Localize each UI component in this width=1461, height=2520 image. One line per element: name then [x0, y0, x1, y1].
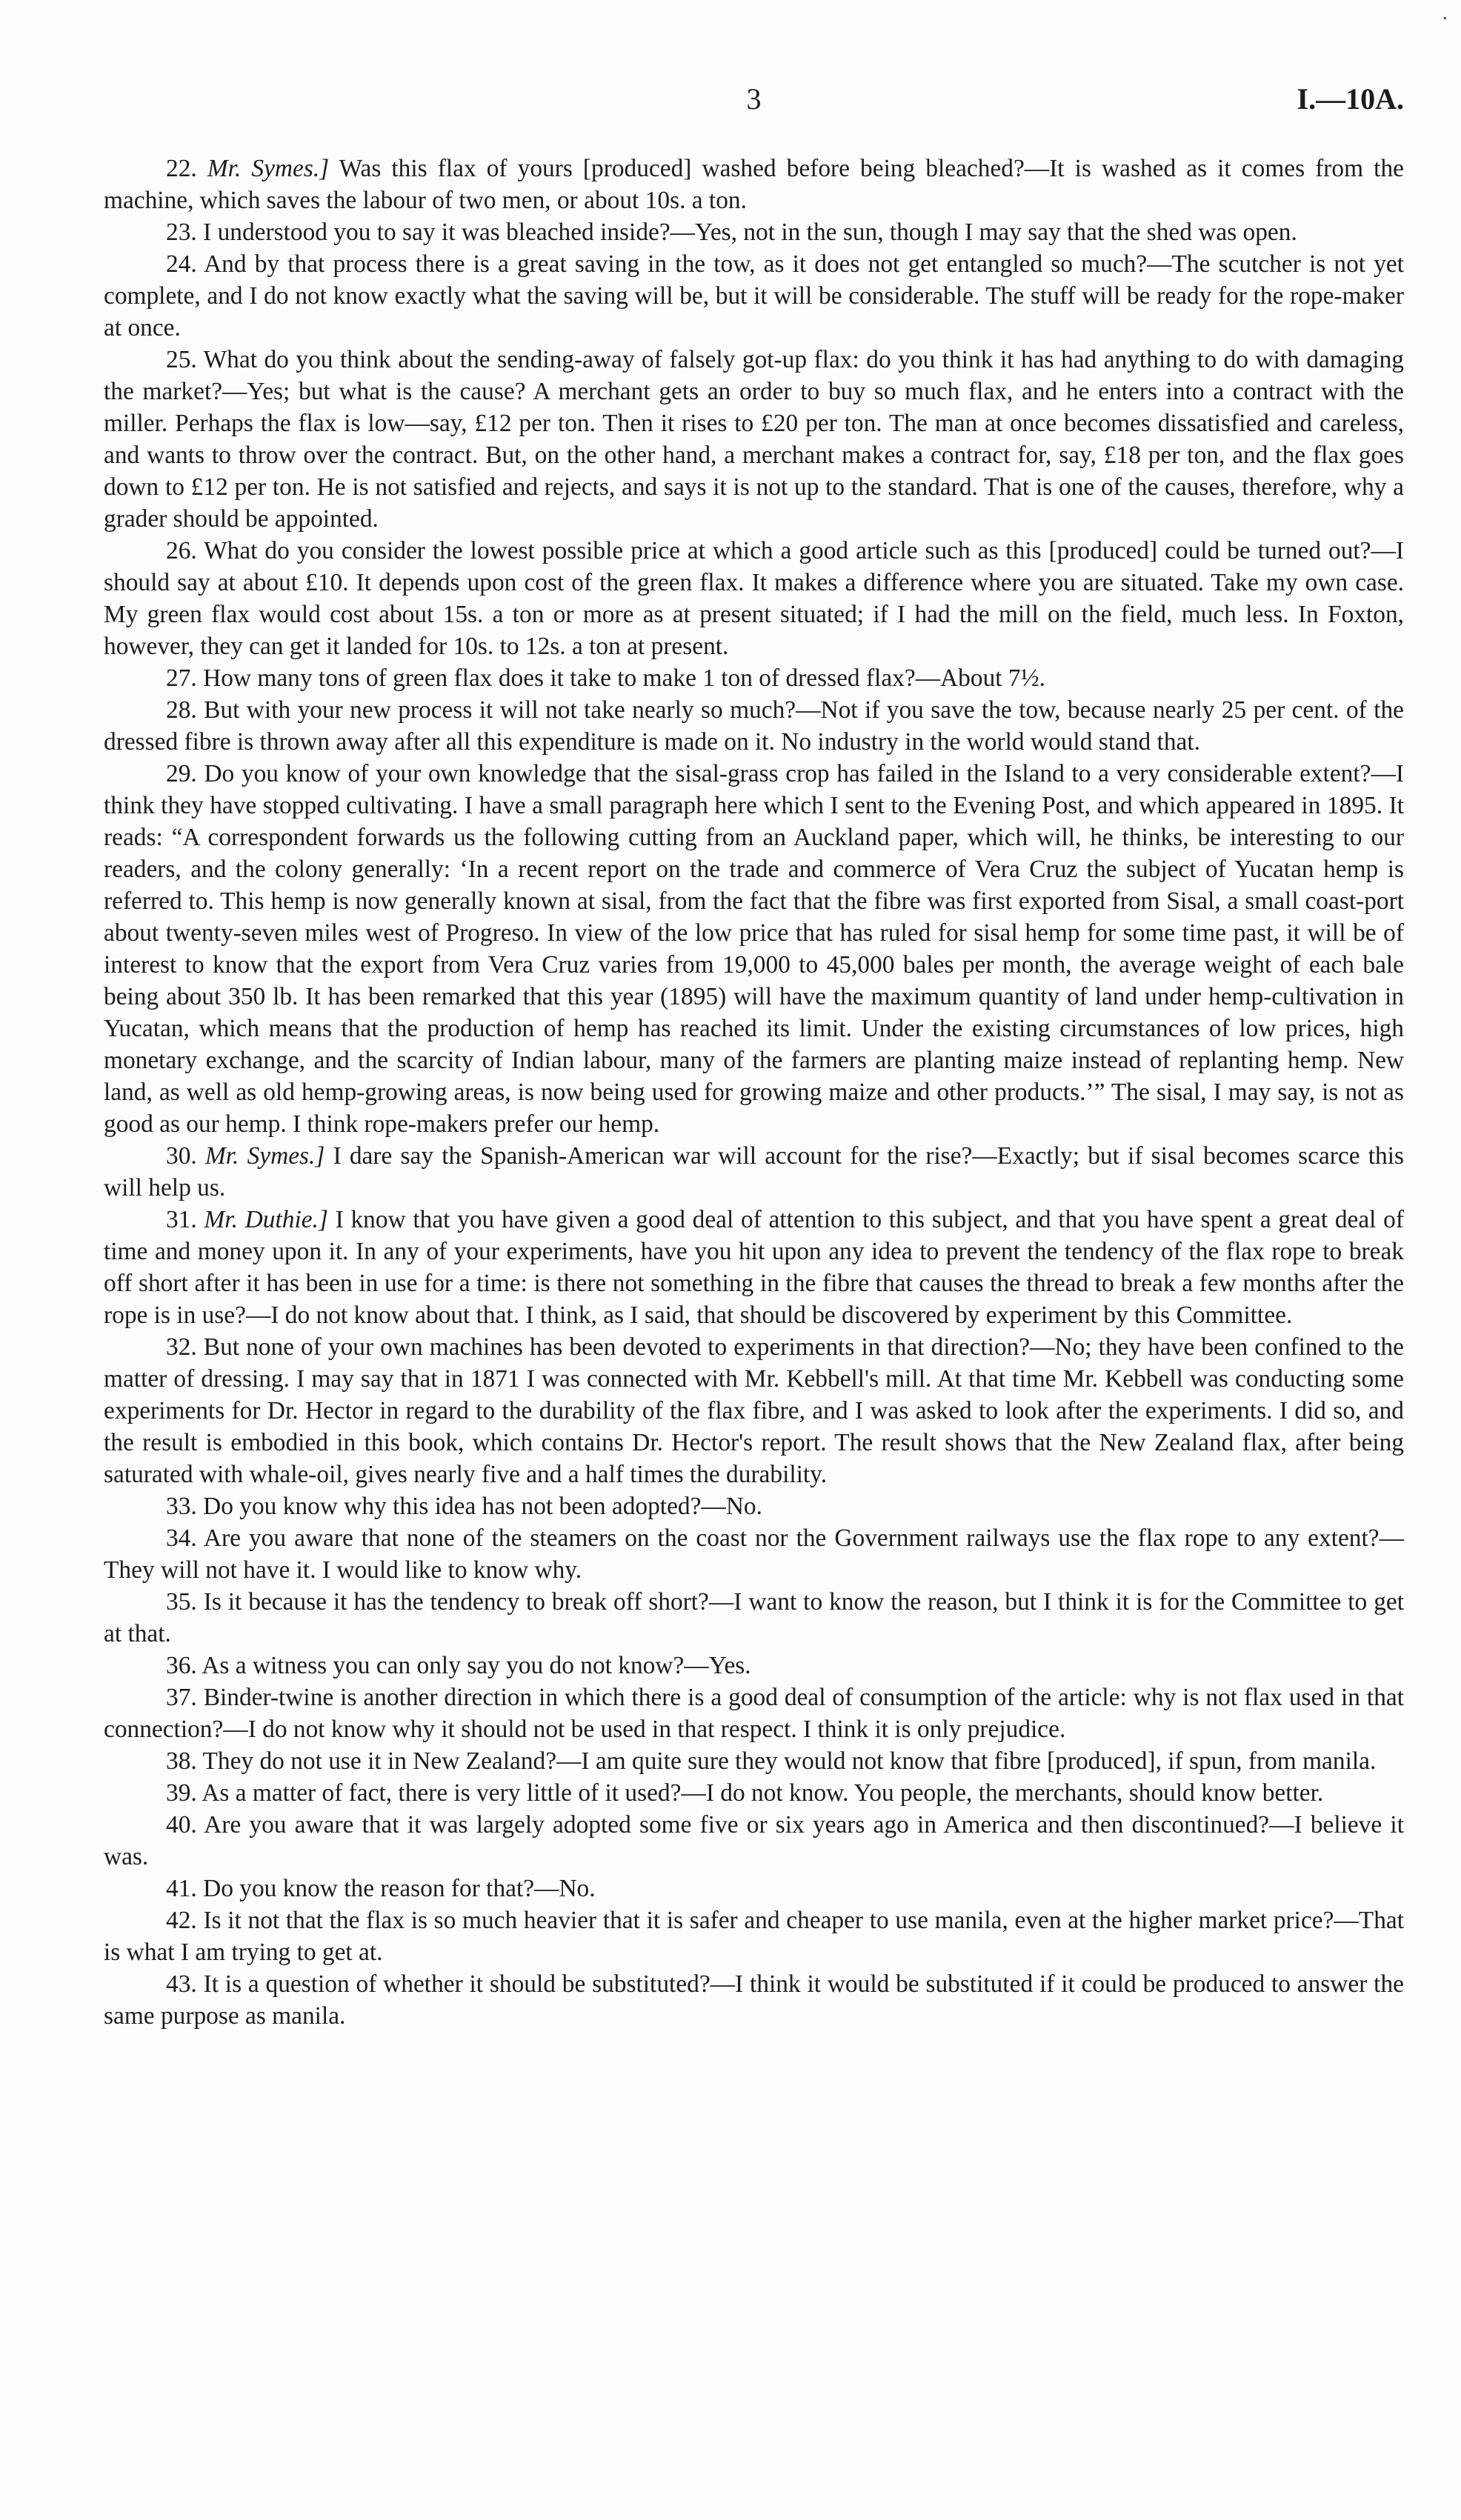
evidence-body [104, 153, 1404, 2032]
qa-paragraph [104, 1873, 1404, 1904]
question-number: 25. [166, 346, 197, 373]
qa-paragraph [104, 535, 1404, 662]
question-number: 33. [166, 1493, 197, 1520]
page-number: 3 [746, 82, 762, 116]
qa-paragraph [104, 1650, 1404, 1681]
corner-mark: . [1442, 0, 1448, 24]
question-number: 29. [166, 760, 197, 787]
question-number: 30. [166, 1142, 197, 1170]
qa-paragraph [104, 216, 1404, 248]
question-number: 41. [166, 1875, 197, 1902]
qa-paragraph [104, 344, 1404, 535]
question-answer-text: Is it not that the flax is so much heavier that it is safer and cheaper to use manila, even at the higher market price?—That is what I am trying to get at. [104, 1907, 1404, 1966]
question-number: 27. [166, 664, 197, 692]
qa-paragraph [104, 1904, 1404, 1968]
question-answer-text: What do you consider the lowest possible price at which a good article such as this [produced] could be turned out?—I should say at about £10. It depends upon cost of the green flax. It makes a difference where you are situated. Take my own case. My green flax would cost about 15s. a ton or more as at present situated; if I had the mill on the field, much less. In Foxton, however, they can get it landed for 10s. to 12s. a ton at present. [104, 537, 1404, 660]
qa-paragraph [104, 1522, 1404, 1586]
question-number: 35. [166, 1588, 197, 1616]
question-answer-text: And by that process there is a great saving in the tow, as it does not get entangled so much?—The scutcher is not yet complete, and I do not know exactly what the saving will be, but it will be considerable. The stuff will be ready for the rope-maker at once. [104, 250, 1404, 341]
qa-paragraph [104, 1331, 1404, 1490]
qa-paragraph [104, 1681, 1404, 1745]
qa-paragraph [104, 1140, 1404, 1204]
question-answer-text: Was this flax of yours [produced] washed before being bleached?—It is washed as it comes from the machine, which saves the labour of two men, or about 10s. a ton. [104, 155, 1404, 214]
qa-paragraph [104, 694, 1404, 758]
speaker-name: Mr. Symes.] [204, 1142, 325, 1170]
question-number: 36. [166, 1652, 197, 1679]
qa-paragraph [104, 662, 1404, 694]
speaker-name: Mr. Duthie.] [204, 1206, 328, 1233]
question-number: 32. [166, 1333, 197, 1361]
question-answer-text: They do not use it in New Zealand?—I am quite sure they would not know that fibre [produced], if spun, from manila. [202, 1747, 1377, 1775]
speaker-name: Mr. Symes.] [207, 155, 330, 182]
qa-paragraph [104, 1777, 1404, 1809]
question-answer-text: As a matter of fact, there is very little of it used?—I do not know. You people, the merchants, should know better. [202, 1779, 1324, 1807]
qa-paragraph [104, 153, 1404, 216]
qa-paragraph [104, 1490, 1404, 1522]
question-number: 40. [166, 1811, 197, 1839]
qa-paragraph [104, 1809, 1404, 1873]
question-answer-text: But none of your own machines has been devoted to experiments in that direction?—No; they have been confined to the matter of dressing. I may say that in 1871 I was connected with Mr. Kebbell's mill. At that time Mr. Kebbell was conducting some experiments for Dr. Hector in regard to the durability of the flax fibre, and I was asked to look after the experiments. I did so, and the result is embodied in this book, which contains Dr. Hector's report. The result shows that the New Zealand flax, after being saturated with whale-oil, gives nearly five and a half times the durability. [104, 1333, 1404, 1488]
question-answer-text: But with your new process it will not take nearly so much?—Not if you save the tow, because nearly 25 per cent. of the dressed fibre is thrown away after all this expenditure is made on it. No industry in the world would stand that. [104, 696, 1404, 756]
question-number: 34. [166, 1524, 197, 1552]
page-header [104, 81, 1404, 126]
question-answer-text: How many tons of green flax does it take to make 1 ton of dressed flax?—About 7½. [203, 664, 1045, 692]
document-reference: I.—10A. [1297, 82, 1404, 116]
question-answer-text: I know that you have given a good deal of attention to this subject, and that you have spent a great deal of time and money upon it. In any of your experiments, have you hit upon any idea to prevent the tendency of the flax rope to break off short after it has been in use for a time: is there not something in the fibre that causes the thread to break a few months after the rope is in use?—I do not know about that. I think, as I said, that should be discovered by experiment by this Committee. [104, 1206, 1404, 1329]
question-answer-text: Are you aware that none of the steamers on the coast nor the Government railways use the flax rope to any extent?—They will not have it. I would like to know why. [104, 1524, 1404, 1584]
question-answer-text: It is a question of whether it should be substituted?—I think it would be substituted if it could be produced to answer the same purpose as manila. [104, 1970, 1404, 2030]
question-answer-text: I understood you to say it was bleached inside?—Yes, not in the sun, though I may say that the shed was open. [203, 219, 1297, 246]
question-answer-text: I dare say the Spanish-American war will account for the rise?—Exactly; but if sisal becomes scarce this will help us. [104, 1142, 1404, 1201]
question-answer-text: As a witness you can only say you do not know?—Yes. [202, 1652, 751, 1679]
question-number: 38. [166, 1747, 197, 1775]
qa-paragraph [104, 1204, 1404, 1331]
qa-paragraph [104, 758, 1404, 1140]
qa-paragraph [104, 1586, 1404, 1650]
question-answer-text: Are you aware that it was largely adopted some five or six years ago in America and then discontinued?—I believe it was. [104, 1811, 1404, 1870]
question-number: 28. [166, 696, 197, 724]
question-number: 24. [166, 250, 197, 278]
question-number: 23. [166, 219, 197, 246]
qa-paragraph [104, 248, 1404, 344]
question-number: 43. [166, 1970, 197, 1998]
question-answer-text: Do you know why this idea has not been adopted?—No. [203, 1493, 762, 1520]
question-answer-text: Is it because it has the tendency to break off short?—I want to know the reason, but I think it is for the Committee to get at that. [104, 1588, 1404, 1647]
question-number: 26. [166, 537, 197, 564]
qa-paragraph [104, 1968, 1404, 2032]
question-answer-text: Do you know the reason for that?—No. [203, 1875, 596, 1902]
question-answer-text: Binder-twine is another direction in which there is a good deal of consumption of the article: why is not flax used in that connection?—I do not know why it should not be used in that respect. I think it is only prejudice. [104, 1684, 1404, 1743]
question-answer-text: Do you know of your own knowledge that the sisal-grass crop has failed in the Island to a very considerable extent?—I think they have stopped cultivating. I have a small paragraph here which I sent to the Evening Post, and which appeared in 1895. It reads: “A correspondent forwards us the following cutting from an Auckland paper, which will, he thinks, be interesting to our readers, and the colony generally: ‘In a recent report on the trade and commerce of Vera Cruz the subject of Yucatan hemp is referred to. This hemp is now generally known at sisal, from the fact that the fibre was first exported from Sisal, a small coast-port about twenty-seven miles west of Progreso. In view of the low price that has ruled for sisal hemp for some time past, it will be of interest to know that the export from Vera Cruz varies from 19,000 to 45,000 bales per month, the average weight of each bale being about 350 lb. It has been remarked that this year (1895) will have the maximum quantity of land under hemp-cultivation in Yucatan, which means that the production of hemp has reached its limit. Under the existing circumstances of low prices, high monetary exchange, and the scarcity of Indian labour, many of the farmers are planting maize instead of replanting hemp. New land, as well as old hemp-growing areas, is now being used for growing maize and other products.’” The sisal, I may say, is not as good as our hemp. I think rope-makers prefer our hemp. [104, 760, 1404, 1138]
question-number: 39. [166, 1779, 197, 1807]
question-number: 22. [166, 155, 197, 182]
question-number: 37. [166, 1684, 197, 1711]
question-number: 42. [166, 1907, 197, 1934]
qa-paragraph [104, 1745, 1404, 1777]
question-number: 31. [166, 1206, 197, 1233]
question-answer-text: What do you think about the sending-away of falsely got-up flax: do you think it has had anything to do with damaging the market?—Yes; but what is the cause? A merchant gets an order to buy so much flax, and he enters into a contract with the miller. Perhaps the flax is low—say, £12 per ton. Then it rises to £20 per ton. The man at once becomes dissatisfied and careless, and wants to throw over the contract. But, on the other hand, a merchant makes a contract for, say, £18 per ton, and the flax goes down to £12 per ton. He is not satisfied and rejects, and says it is not up to the standard. That is one of the causes, therefore, why a grader should be appointed. [104, 346, 1404, 533]
